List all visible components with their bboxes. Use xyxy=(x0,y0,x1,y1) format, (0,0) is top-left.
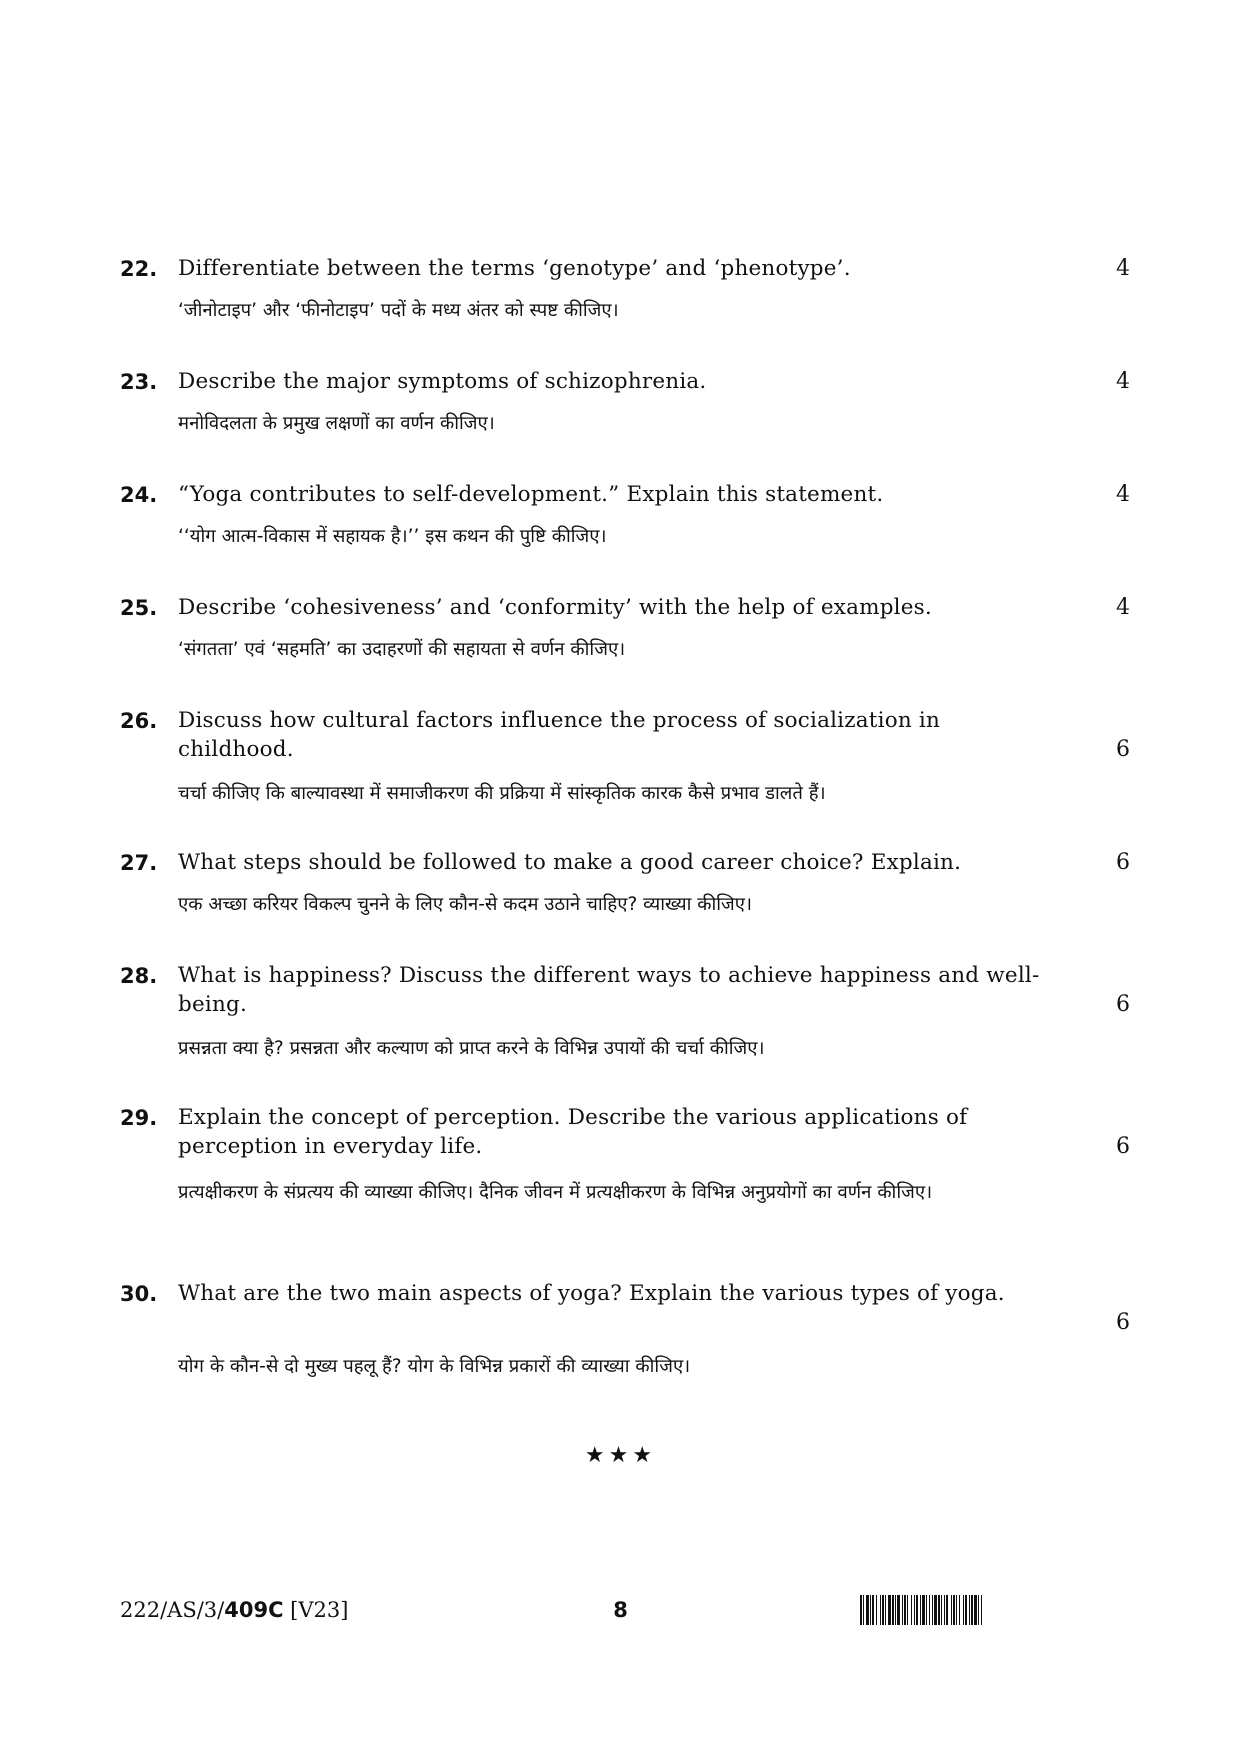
question-text-english: Explain the concept of perception. Describe the various applications of perception in everyday life. xyxy=(178,1105,968,1159)
question-text-hindi: ‘‘योग आत्म-विकास में सहायक है।’’ इस कथन की पुष्टि कीजिए। xyxy=(178,526,607,547)
question-text-english: Describe ‘cohesiveness’ and ‘conformity’ with the help of examples. xyxy=(178,595,932,620)
question-number: 29. xyxy=(120,1106,158,1130)
question-text-english: Describe the major symptoms of schizophrenia. xyxy=(178,369,707,394)
question-text-english: Discuss how cultural factors influence the process of socialization in childhood. xyxy=(178,708,941,762)
question-text-hindi: एक अच्छा करियर विकल्प चुनने के लिए कौन-से कदम उठाने चाहिए? व्याख्या कीजिए। xyxy=(178,894,753,915)
question-text-english: “Yoga contributes to self-development.” Explain this statement. xyxy=(178,482,884,507)
question-marks: 6 xyxy=(1116,1310,1130,1335)
barcode xyxy=(860,1595,1125,1625)
paper-code: 222/AS/3/409C [V23] xyxy=(120,1598,349,1622)
question-number: 28. xyxy=(120,964,158,988)
question-marks: 4 xyxy=(1116,256,1130,281)
question-text-english: What are the two main aspects of yoga? Explain the various types of yoga. xyxy=(178,1281,1005,1306)
question-text-english: What steps should be followed to make a good career choice? Explain. xyxy=(178,850,962,875)
question-text-english: What is happiness? Discuss the different ways to achieve happiness and well-being. xyxy=(178,963,1040,1017)
question-text-english: Differentiate between the terms ‘genotype’ and ‘phenotype’. xyxy=(178,256,851,281)
question-text-hindi: प्रत्यक्षीकरण के संप्रत्यय की व्याख्या कीजिए। दैनिक जीवन में प्रत्यक्षीकरण के विभिन्न अनुप्रयोगों का वर्णन कीजिए। xyxy=(178,1182,933,1203)
question-text-hindi: मनोविदलता के प्रमुख लक्षणों का वर्णन कीजिए। xyxy=(178,413,495,434)
question-text-hindi: योग के कौन-से दो मुख्य पहलू हैं? योग के विभिन्न प्रकारों की व्याख्या कीजिए। xyxy=(178,1356,691,1377)
question-number: 27. xyxy=(120,851,158,875)
question-marks: 6 xyxy=(1116,850,1130,875)
question-number: 26. xyxy=(120,709,158,733)
question-marks: 6 xyxy=(1116,992,1130,1017)
question-marks: 4 xyxy=(1116,369,1130,394)
question-text-hindi: ‘संगतता’ एवं ‘सहमति’ का उदाहरणों की सहायता से वर्णन कीजिए। xyxy=(178,639,626,660)
barcode-stripe xyxy=(982,1595,984,1625)
question-text-hindi: प्रसन्नता क्या है? प्रसन्नता और कल्याण को प्राप्त करने के विभिन्न उपायों की चर्चा कीजिए। xyxy=(178,1038,765,1059)
question-number: 25. xyxy=(120,596,158,620)
question-marks: 6 xyxy=(1116,737,1130,762)
question-number: 24. xyxy=(120,483,158,507)
question-text-hindi: चर्चा कीजिए कि बाल्यावस्था में समाजीकरण की प्रक्रिया में सांस्कृतिक कारक कैसे प्रभाव डालते हैं। xyxy=(178,783,826,804)
page-number: 8 xyxy=(613,1598,628,1622)
question-marks: 4 xyxy=(1116,482,1130,507)
end-of-paper-marker: ★★★ xyxy=(584,1443,657,1468)
question-marks: 4 xyxy=(1116,595,1130,620)
question-number: 22. xyxy=(120,257,158,281)
question-number: 30. xyxy=(120,1282,158,1306)
question-text-hindi: ‘जीनोटाइप’ और ‘फीनोटाइप’ पदों के मध्य अंतर को स्पष्ट कीजिए। xyxy=(178,300,619,321)
question-marks: 6 xyxy=(1116,1134,1130,1159)
question-number: 23. xyxy=(120,370,158,394)
